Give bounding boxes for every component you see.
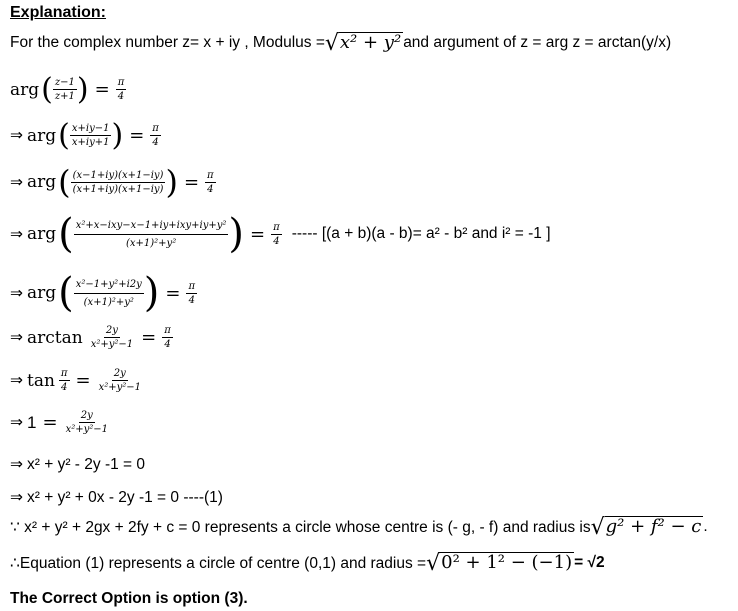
radius-radicand: g² + f² − c xyxy=(605,516,702,537)
step8-lhs: 1 xyxy=(27,412,37,432)
pi-num: π xyxy=(164,325,171,336)
implies-arrow: ⇒ xyxy=(10,225,23,243)
pi-num: π xyxy=(188,280,196,292)
implies-arrow: ⇒ xyxy=(10,456,23,473)
step3-num: (x−1+iy)(x+1−iy) xyxy=(72,169,164,181)
equals-sign: = xyxy=(250,223,266,245)
step8-den: x²+y²−1 xyxy=(65,424,108,435)
step-2 xyxy=(10,118,161,153)
radical-sign-icon: √ xyxy=(590,514,605,540)
arctan-label: arctan xyxy=(27,327,83,348)
four-den: 4 xyxy=(152,137,159,148)
pi-over-4 xyxy=(150,123,161,148)
step3-fraction xyxy=(71,170,166,195)
four-den: 4 xyxy=(61,382,68,393)
left-paren: ( xyxy=(41,72,53,107)
four-den: 4 xyxy=(188,294,195,306)
intro-suffix: and argument of z = arg z = arctan(y/x) xyxy=(403,34,672,52)
implies-arrow: ⇒ xyxy=(10,329,23,346)
step5-den: (x+1)²+y² xyxy=(83,296,134,308)
step-1 xyxy=(10,72,126,107)
equals-sign: = xyxy=(75,370,91,391)
equals-sign: = xyxy=(94,79,110,100)
step5-fraction xyxy=(74,279,144,308)
equals-sign: = xyxy=(141,327,157,348)
pi-num: π xyxy=(152,123,159,134)
four-den: 4 xyxy=(207,183,214,195)
step1-num: z−1 xyxy=(54,77,75,88)
implies-arrow: ⇒ xyxy=(10,414,23,431)
step6-den: x²+y²−1 xyxy=(90,339,134,350)
left-paren: ( xyxy=(58,270,74,316)
step-7 xyxy=(10,368,143,393)
pi-num: π xyxy=(273,221,280,233)
four-den: 4 xyxy=(164,339,171,350)
arg-label: arg xyxy=(10,79,40,100)
arg-label: arg xyxy=(27,172,57,192)
step7-num: 2y xyxy=(113,368,126,379)
circle-general-suffix: . xyxy=(703,518,708,536)
pi-num: π xyxy=(207,169,214,181)
right-paren: ) xyxy=(76,72,89,107)
step8-num: 2y xyxy=(80,410,93,421)
step7-den: x²+y²−1 xyxy=(98,382,142,393)
step4-note: ----- [(a + b)(a - b)= a² - b² and i² = -1 ] xyxy=(291,225,551,242)
intro-prefix: For the complex number z= x + iy , Modulus = xyxy=(10,34,325,52)
arg-label: arg xyxy=(27,224,57,244)
step2-num: x+iy−1 xyxy=(71,123,110,134)
step-6 xyxy=(10,325,173,350)
step2-den: x+iy+1 xyxy=(71,137,110,148)
modulus-sqrt xyxy=(325,32,403,55)
equals-sign: = xyxy=(183,171,200,193)
circle-general-line xyxy=(10,516,708,539)
pi-over-4 xyxy=(205,170,216,195)
step5-num: x²−1+y²+i2y xyxy=(74,279,144,294)
step8-fraction xyxy=(64,410,110,435)
step-8 xyxy=(10,410,110,435)
conclusion: The Correct Option is option (3). xyxy=(10,590,248,607)
step-5 xyxy=(10,270,197,316)
step2-fraction xyxy=(70,123,112,148)
right-paren: ) xyxy=(165,163,178,201)
specific-radicand: 0² + 1² − (−1) xyxy=(441,552,573,573)
implies-arrow: ⇒ xyxy=(10,489,23,506)
left-paren: ( xyxy=(58,211,74,257)
step6-fraction xyxy=(89,325,135,350)
left-paren: ( xyxy=(58,163,71,201)
implies-arrow: ⇒ xyxy=(10,173,23,191)
right-paren: ) xyxy=(228,211,245,257)
equals-sign: = xyxy=(165,282,181,304)
radical-sign-icon: √ xyxy=(324,30,339,56)
right-paren: ) xyxy=(111,118,124,153)
step7-fraction xyxy=(97,368,143,393)
step4-den: (x+1)²+y² xyxy=(125,237,177,249)
step-3 xyxy=(10,163,216,201)
left-paren: ( xyxy=(58,118,70,153)
step-9 xyxy=(10,455,145,474)
specific-radius-sqrt xyxy=(426,552,574,575)
step4-fraction xyxy=(74,220,229,249)
radius-sqrt xyxy=(591,516,704,539)
four-den: 4 xyxy=(117,91,125,102)
step6-num: 2y xyxy=(105,325,118,336)
pi-over-4 xyxy=(162,325,173,350)
explanation-heading: Explanation: xyxy=(10,4,107,21)
step9-text: x² + y² - 2y -1 = 0 xyxy=(27,455,146,473)
pi-num: π xyxy=(117,77,125,88)
step4-num: x²+x−ixy−x−1+iy+ixy+iy+y² xyxy=(74,220,229,235)
pi-over-4 xyxy=(116,77,127,102)
intro-line xyxy=(10,32,671,55)
right-paren: ) xyxy=(143,270,160,316)
step-10 xyxy=(10,488,223,507)
pi-over-4 xyxy=(271,222,282,247)
implies-arrow: ⇒ xyxy=(10,284,23,302)
implies-arrow: ⇒ xyxy=(10,372,23,389)
step1-fraction xyxy=(53,77,77,102)
step-4 xyxy=(10,211,551,257)
radical-sign-icon: √ xyxy=(426,550,441,576)
circle-specific-prefix: ∴Equation (1) represents a circle of centre (0,1) and radius = xyxy=(10,554,427,572)
tan-label: tan xyxy=(27,370,55,391)
modulus-radicand: x² + y² xyxy=(339,32,402,53)
pi-num: π xyxy=(60,368,68,379)
pi-over-4 xyxy=(59,368,70,393)
step10-text: x² + y² + 0x - 2y -1 = 0 ----(1) xyxy=(27,488,223,506)
radius-result: = √2 xyxy=(574,554,605,572)
arg-label: arg xyxy=(27,125,57,146)
step1-den: z+1 xyxy=(54,91,75,102)
implies-arrow: ⇒ xyxy=(10,127,23,144)
equals-sign: = xyxy=(129,125,145,146)
circle-general-prefix: ∵ x² + y² + 2gx + 2fy + c = 0 represents a circle whose centre is (- g, - f) and radius is xyxy=(10,518,591,536)
four-den: 4 xyxy=(273,235,280,247)
arg-label: arg xyxy=(27,283,57,303)
pi-over-4 xyxy=(186,281,197,306)
step3-den: (x+1+iy)(x+1−iy) xyxy=(72,183,164,195)
equals-sign: = xyxy=(42,412,58,433)
circle-specific-line xyxy=(10,552,605,575)
